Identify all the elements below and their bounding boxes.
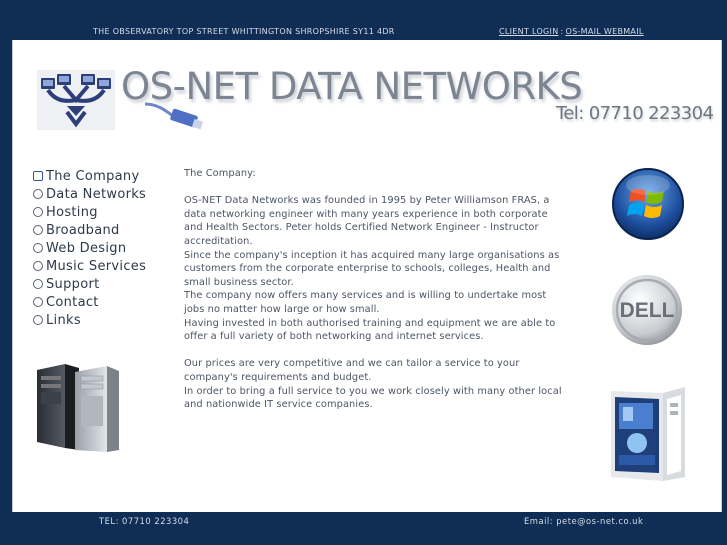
nav-bullet-icon (33, 315, 43, 325)
nav-item-data-networks[interactable] (33, 185, 146, 203)
spacer (184, 344, 562, 358)
footer-bar (0, 512, 727, 545)
nav-bullet-icon (33, 225, 43, 235)
content-heading: The Company: (184, 168, 256, 179)
nav-bullet-icon (33, 207, 43, 217)
nav-item-label: The Company (46, 168, 140, 184)
nav-item-label: Contact (46, 294, 99, 310)
nav-bullet-icon (33, 261, 43, 271)
windows-logo-icon (611, 167, 685, 241)
client-login-link[interactable]: CLIENT LOGIN (499, 27, 559, 36)
nav-item-music-services[interactable] (33, 257, 146, 275)
nav-item-broadband[interactable] (33, 221, 146, 239)
webmail-link[interactable]: OS-MAIL WEBMAIL (565, 27, 644, 36)
network-logo-icon (37, 70, 115, 130)
content-paragraph: Since the company's inception it has acquired many large organisations as customers from the corporate enterprise to schools, colleges, Health and small business sector. (184, 249, 560, 288)
nav-item-label: Support (46, 276, 100, 292)
nav-item-label: Hosting (46, 204, 98, 220)
content-paragraph: OS-NET Data Networks was founded in 1995 by Peter Williamson FRAS, a data networking engineer with many years experience in both corporate and Health Sectors. Peter holds Certified Network Engineer - Instructor accreditation. (184, 195, 550, 247)
nav-item-web-design[interactable] (33, 239, 146, 257)
content-paragraph: The company now offers many services and is willing to undertake most jobs no matter how large or how small. (184, 290, 547, 315)
top-bar (0, 0, 727, 40)
content-paragraph: Our prices are very competitive and we can tailor a service to your company's requirements and budget. (184, 358, 520, 383)
nav-item-the-company[interactable] (33, 167, 146, 185)
nav-bullet-icon (33, 189, 43, 199)
nav-item-label: Broadband (46, 222, 120, 238)
content-paragraph: Having invested in both authorised training and equipment we are able to offer a full variety of both networking and internet services. (184, 317, 556, 343)
nav-item-label: Web Design (46, 240, 127, 256)
link-separator: : (560, 27, 564, 36)
dell-logo-text: DELL (619, 299, 675, 322)
main-panel (12, 40, 722, 512)
nav-bullet-icon (33, 279, 43, 289)
nav-item-label: Links (46, 312, 81, 328)
address-text: THE OBSERVATORY TOP STREET WHITTINGTON SHROPSHIRE SY11 4DR (93, 27, 395, 36)
header-telephone: Tel: 07710 223304 (556, 103, 714, 124)
nav-item-label: Music Services (46, 258, 147, 274)
nav-item-links[interactable] (33, 311, 146, 329)
footer-email: Email: pete@os-net.co.uk (524, 516, 644, 526)
company-content (184, 167, 562, 412)
nav-bullet-icon (33, 171, 43, 181)
dell-logo-icon (610, 273, 684, 347)
nav-item-hosting[interactable] (33, 203, 146, 221)
spacer (184, 181, 562, 195)
server-towers-image (35, 362, 121, 454)
footer-telephone: TEL: 07710 223304 (99, 516, 190, 526)
nav-item-contact[interactable] (33, 293, 146, 311)
main-nav (33, 167, 146, 329)
nav-item-support[interactable] (33, 275, 146, 293)
brand-title: OS-NET DATA NETWORKS (121, 65, 583, 108)
top-links (499, 27, 644, 36)
desktop-tower-image (607, 385, 689, 483)
nav-bullet-icon (33, 297, 43, 307)
nav-item-label: Data Networks (46, 186, 147, 202)
content-paragraph: In order to bring a full service to you we work closely with many other local and nationwide IT service companies. (184, 385, 562, 411)
nav-bullet-icon (33, 243, 43, 253)
